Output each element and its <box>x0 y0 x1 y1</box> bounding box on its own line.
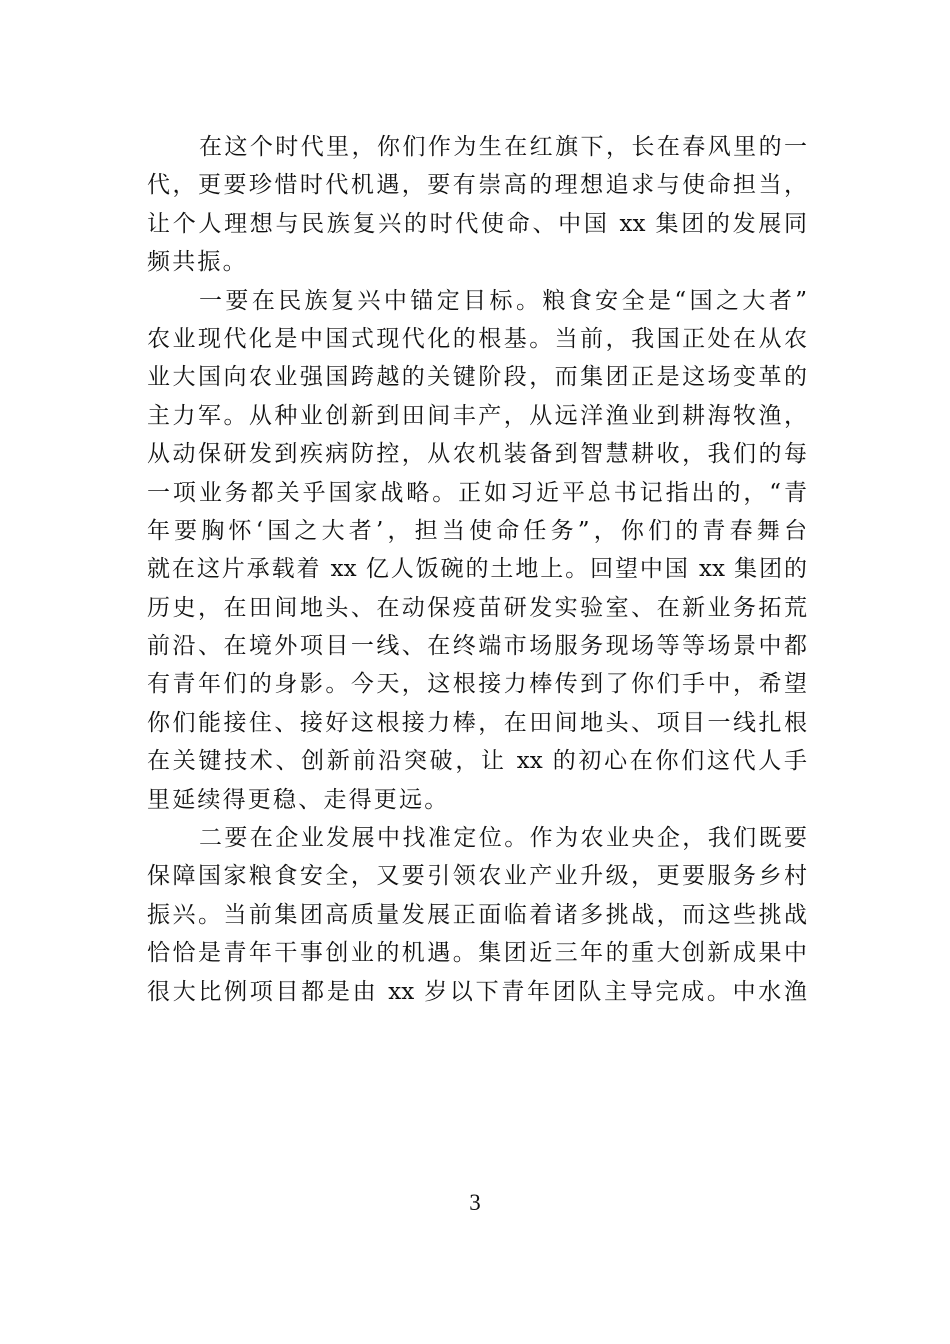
page-number: 3 <box>469 1190 481 1215</box>
text-line: 让个人理想与民族复兴的时代使命、中国 xx 集团的发展同 <box>147 210 807 237</box>
text-line: 农业现代化是中国式现代化的根基。当前，我国正处在从农 <box>147 325 807 352</box>
text-line: 就在这片承载着 xx 亿人饭碗的土地上。回望中国 xx 集团的 <box>147 556 807 583</box>
text-line: 一项业务都关乎国家战略。正如习近平总书记指出的，“青 <box>147 479 807 506</box>
text-line: 振兴。当前集团高质量发展正面临着诸多挑战，而这些挑战 <box>147 901 807 928</box>
body-text <box>147 128 807 1011</box>
text-line: 很大比例项目都是由 xx 岁以下青年团队主导完成。中水渔 <box>147 978 807 1005</box>
text-line: 有青年们的身影。今天，这根接力棒传到了你们手中，希望 <box>147 671 807 698</box>
text-line: 一要在民族复兴中锚定目标。粮食安全是“国之大者” <box>199 287 807 314</box>
text-line: 主力军。从种业创新到田间丰产，从远洋渔业到耕海牧渔， <box>147 402 807 429</box>
text-line: 业大国向农业强国跨越的关键阶段，而集团正是这场变革的 <box>147 364 807 391</box>
text-line: 从动保研发到疾病防控，从农机装备到智慧耕收，我们的每 <box>147 441 807 468</box>
text-line: 前沿、在境外项目一线、在终端市场服务现场等等场景中都 <box>147 633 807 660</box>
text-line: 二要在企业发展中找准定位。作为农业央企，我们既要 <box>199 825 807 852</box>
text-line: 在关键技术、创新前沿突破，让 xx 的初心在你们这代人手 <box>147 748 807 775</box>
text-line: 代，更要珍惜时代机遇，要有崇高的理想追求与使命担当， <box>147 172 807 199</box>
text-line: 你们能接住、接好这根接力棒，在田间地头、项目一线扎根 <box>147 709 807 736</box>
text-line: 历史，在田间地头、在动保疫苗研发实验室、在新业务拓荒 <box>147 594 807 621</box>
text-line: 频共振。 <box>147 249 248 276</box>
text-line: 年要胸怀‘国之大者’，担当使命任务”，你们的青春舞台 <box>147 517 807 544</box>
text-line: 在这个时代里，你们作为生在红旗下，长在春风里的一 <box>199 134 807 160</box>
text-line: 恰恰是青年干事创业的机遇。集团近三年的重大创新成果中 <box>147 940 807 967</box>
text-line: 里延续得更稳、走得更远。 <box>147 786 450 813</box>
text-line: 保障国家粮食安全，又要引领农业产业升级，更要服务乡村 <box>147 863 807 890</box>
